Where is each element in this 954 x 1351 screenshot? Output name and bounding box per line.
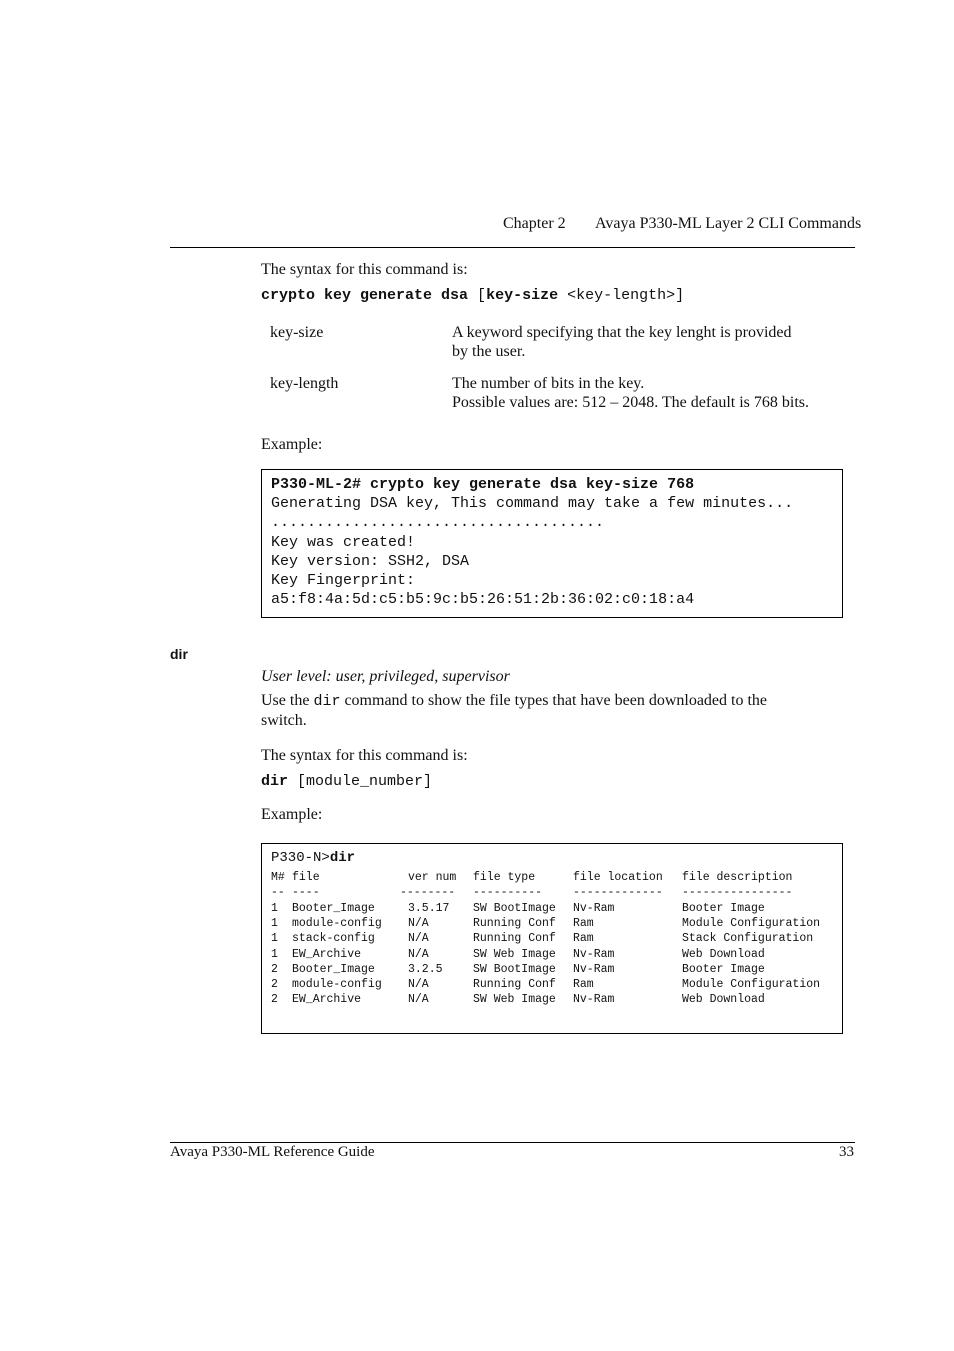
table-cell: N/A xyxy=(408,947,429,961)
table-cell: 3.2.5 xyxy=(408,962,443,976)
description-code: dir xyxy=(313,693,341,710)
code-line: Key version: SSH2, DSA xyxy=(271,552,470,570)
table-cell: module-config xyxy=(292,917,382,931)
prompt: P330-N> xyxy=(271,850,330,866)
table-cell: 2 xyxy=(271,962,278,976)
table-header-underline: -------- xyxy=(400,886,456,899)
syntax-argument: [module_number] xyxy=(288,773,433,790)
table-cell: Running Conf xyxy=(473,917,556,931)
description-text: Use the xyxy=(261,692,314,709)
table-cell: Nv-Ram xyxy=(573,947,615,961)
syntax-line xyxy=(261,287,684,304)
table-cell: Web Download xyxy=(682,947,765,961)
code-line: Key was created! xyxy=(271,533,416,551)
table-header-cell: file location xyxy=(573,871,663,884)
header-rule xyxy=(170,247,855,248)
prompt-line xyxy=(271,850,355,866)
table-cell: 2 xyxy=(271,993,278,1007)
table-cell: module-config xyxy=(292,978,382,991)
page-number: 33 xyxy=(839,1144,854,1160)
table-cell: N/A xyxy=(408,917,429,931)
table-cell: stack-config xyxy=(292,932,375,946)
code-example-box xyxy=(261,843,843,1034)
table-cell: SW Web Image xyxy=(473,993,556,1007)
table-cell: 3.5.17 xyxy=(408,902,450,915)
code-line: P330-ML-2# crypto key generate dsa key-size 768 xyxy=(271,476,695,493)
code-line: Key Fingerprint: xyxy=(271,571,416,589)
code-example-box xyxy=(261,469,843,618)
param-name: key-length xyxy=(270,375,339,392)
table-cell: EW_Archive xyxy=(292,993,362,1007)
table-header-underline: -- xyxy=(271,886,285,899)
table-cell: Ram xyxy=(573,917,594,931)
description xyxy=(261,692,767,710)
table-cell: Ram xyxy=(573,932,594,946)
table-cell: Ram xyxy=(573,978,594,991)
syntax-command: crypto key generate dsa xyxy=(261,287,469,304)
table-cell: Running Conf xyxy=(473,932,556,946)
param-desc-line: by the user. xyxy=(452,343,526,360)
table-cell: Booter Image xyxy=(682,962,765,976)
user-level: User level: user, privileged, supervisor xyxy=(261,668,510,685)
table-cell: Booter_Image xyxy=(292,902,375,915)
table-header-cell: ver num xyxy=(408,871,457,884)
param-desc-line: A keyword specifying that the key lenght is provided xyxy=(452,324,792,341)
param-desc-line: The number of bits in the key. xyxy=(452,375,645,392)
table-cell: 1 xyxy=(271,902,278,915)
syntax-bracket: [ xyxy=(468,287,487,304)
table-cell: N/A xyxy=(408,978,429,991)
table-cell: Booter_Image xyxy=(292,962,375,976)
table-header-underline: ---- xyxy=(292,886,320,899)
table-cell: Nv-Ram xyxy=(573,962,615,976)
code-line: Generating DSA key, This command may take a few minutes... xyxy=(271,495,794,513)
param-desc-line: Possible values are: 512 – 2048. The default is 768 bits. xyxy=(452,394,809,411)
description-text: command to show the file types that have been downloaded to the xyxy=(340,692,768,709)
example-label: Example: xyxy=(261,806,323,823)
table-cell: Stack Configuration xyxy=(682,932,814,946)
footer-title: Avaya P330-ML Reference Guide xyxy=(170,1144,375,1160)
table-header-underline: ------------- xyxy=(573,886,663,899)
table-cell: Web Download xyxy=(682,993,765,1007)
table-header-cell: file description xyxy=(682,871,793,884)
table-cell: Booter Image xyxy=(682,902,765,915)
code-line: a5:f8:4a:5d:c5:b5:9c:b5:26:51:2b:36:02:c0:18:a4 xyxy=(271,591,695,609)
table-cell: SW Web Image xyxy=(473,947,556,961)
syntax-command: dir xyxy=(261,773,289,790)
table-cell: Running Conf xyxy=(473,978,556,991)
prompt-command: dir xyxy=(329,850,356,866)
header-chapter: Chapter 2 xyxy=(503,215,566,232)
table-cell: 1 xyxy=(271,917,278,931)
table-cell: SW BootImage xyxy=(473,902,556,915)
syntax-intro: The syntax for this command is: xyxy=(261,747,468,764)
table-header-cell: file type xyxy=(473,871,536,884)
table-cell: Nv-Ram xyxy=(573,902,615,915)
description-line: switch. xyxy=(261,712,307,729)
header-title: Avaya P330-ML Layer 2 CLI Commands xyxy=(595,215,862,232)
syntax-line xyxy=(261,773,432,790)
table-cell: 1 xyxy=(271,932,278,946)
example-label: Example: xyxy=(261,436,323,453)
table-cell: 1 xyxy=(271,947,278,961)
table-cell: Module Configuration xyxy=(682,917,821,931)
table-cell: N/A xyxy=(408,993,429,1007)
syntax-intro: The syntax for this command is: xyxy=(261,261,468,278)
code-line: ..................................... xyxy=(271,514,605,532)
param-name: key-size xyxy=(270,324,324,341)
table-cell: Nv-Ram xyxy=(573,993,615,1007)
table-cell: N/A xyxy=(408,932,429,946)
table-header-cell: file xyxy=(292,871,320,884)
table-cell: SW BootImage xyxy=(473,962,556,976)
table-header-underline: ---------------- xyxy=(682,886,793,899)
footer-rule xyxy=(170,1142,855,1143)
table-cell: 2 xyxy=(271,978,278,991)
table-cell: EW_Archive xyxy=(292,947,362,961)
section-heading: dir xyxy=(170,646,188,662)
table-header-underline: ---------- xyxy=(473,886,543,899)
table-cell: Module Configuration xyxy=(682,978,821,991)
syntax-keyword: key-size xyxy=(486,287,559,304)
table-header-cell: M# xyxy=(271,871,285,884)
syntax-argument: <key-length>] xyxy=(558,287,685,304)
